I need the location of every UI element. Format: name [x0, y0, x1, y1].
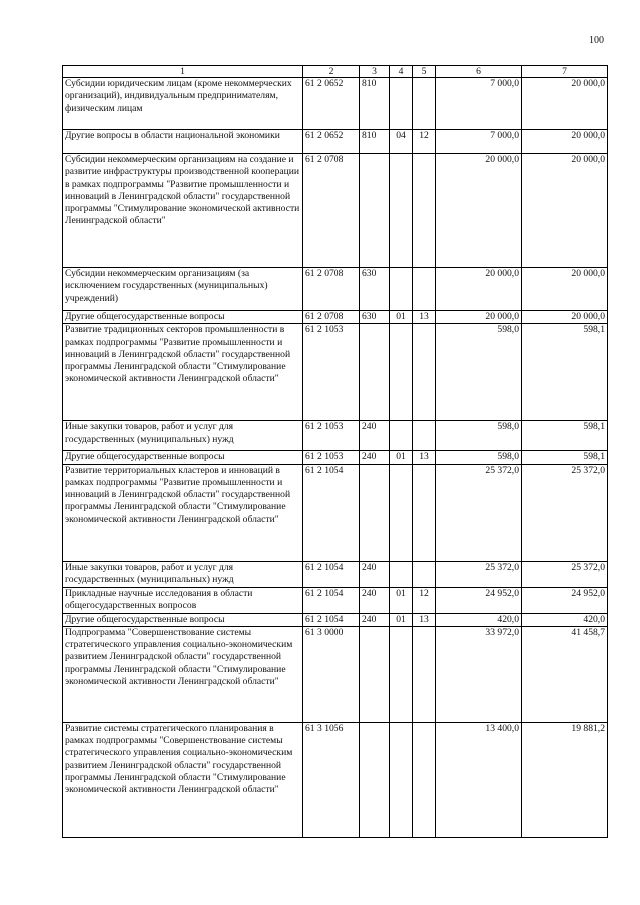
table-row: [63, 722, 608, 837]
cell-pr: [413, 154, 436, 268]
cell-name: Другие общегосударственные вопросы: [63, 613, 303, 626]
table-row: [63, 451, 608, 464]
cell-name: Развитие традиционных секторов промышленности в рамках подпрограммы "Развитие промышленности и инноваций в Ленинградской области" государственной программы Ленинградской области "Стимулирование экономической активности Ленинградской области": [63, 324, 303, 421]
page-number: 100: [589, 35, 604, 46]
cell-pr: [413, 324, 436, 421]
cell-rz: 01: [390, 451, 413, 464]
cell-year1: 13 400,0: [436, 722, 522, 837]
cell-code: 61 2 1054: [303, 464, 360, 561]
cell-pr: [413, 421, 436, 451]
col-header-name: 1: [63, 66, 303, 78]
table-row: [63, 78, 608, 130]
cell-code: 61 3 1056: [303, 722, 360, 837]
cell-rz: [390, 561, 413, 587]
cell-code: 61 2 1054: [303, 613, 360, 626]
cell-vr: 810: [360, 78, 390, 130]
cell-name: Субсидии некоммерческим организациям (за исключением государственных (муниципальных) учреждений): [63, 268, 303, 311]
table-row: [63, 154, 608, 268]
cell-pr: [413, 268, 436, 311]
cell-name: Иные закупки товаров, работ и услуг для государственных (муниципальных) нужд: [63, 561, 303, 587]
cell-rz: 01: [390, 587, 413, 613]
cell-name: Субсидии юридическим лицам (кроме некоммерческих организаций), индивидуальным предпринимателям, физическим лицам: [63, 78, 303, 130]
cell-year1: 33 972,0: [436, 626, 522, 722]
cell-pr: 13: [413, 613, 436, 626]
cell-code: 61 2 0652: [303, 130, 360, 154]
table-row: [63, 587, 608, 613]
cell-year1: 7 000,0: [436, 130, 522, 154]
cell-code: 61 2 0708: [303, 154, 360, 268]
cell-pr: [413, 561, 436, 587]
cell-year1: 598,0: [436, 324, 522, 421]
cell-pr: [413, 626, 436, 722]
cell-code: 61 2 1053: [303, 421, 360, 451]
cell-name: Иные закупки товаров, работ и услуг для государственных (муниципальных) нужд: [63, 421, 303, 451]
cell-year1: 20 000,0: [436, 311, 522, 324]
cell-year2: 20 000,0: [522, 268, 608, 311]
cell-name: Развитие системы стратегического планирования в рамках подпрограммы "Совершенствование системы стратегического управления социально-экономическим развитием Ленинградской области" государственной программы Ленинградской области "Стимулирование экономической активности Ленинградской области": [63, 722, 303, 837]
cell-code: 61 3 0000: [303, 626, 360, 722]
cell-vr: [360, 464, 390, 561]
cell-vr: 810: [360, 130, 390, 154]
cell-year1: 598,0: [436, 451, 522, 464]
cell-rz: [390, 154, 413, 268]
table-row: [63, 626, 608, 722]
cell-vr: 630: [360, 268, 390, 311]
table-row: [63, 464, 608, 561]
cell-code: 61 2 1053: [303, 324, 360, 421]
cell-year1: 420,0: [436, 613, 522, 626]
cell-code: 61 2 1053: [303, 451, 360, 464]
col-header-year2: 7: [522, 66, 608, 78]
cell-name: Другие общегосударственные вопросы: [63, 451, 303, 464]
cell-rz: [390, 722, 413, 837]
cell-year2: 420,0: [522, 613, 608, 626]
cell-rz: [390, 626, 413, 722]
cell-year1: 25 372,0: [436, 464, 522, 561]
cell-pr: 12: [413, 130, 436, 154]
cell-year1: 25 372,0: [436, 561, 522, 587]
cell-vr: 240: [360, 587, 390, 613]
cell-vr: [360, 722, 390, 837]
cell-vr: 240: [360, 451, 390, 464]
cell-year2: 25 372,0: [522, 561, 608, 587]
cell-vr: 240: [360, 613, 390, 626]
cell-vr: [360, 154, 390, 268]
cell-year2: 41 458,7: [522, 626, 608, 722]
cell-year1: 598,0: [436, 421, 522, 451]
cell-year2: 19 881,2: [522, 722, 608, 837]
table-row: [63, 268, 608, 311]
cell-year2: 20 000,0: [522, 78, 608, 130]
table-row: [63, 130, 608, 154]
table-row: [63, 613, 608, 626]
cell-rz: 04: [390, 130, 413, 154]
col-header-year1: 6: [436, 66, 522, 78]
cell-pr: [413, 722, 436, 837]
table-row: [63, 324, 608, 421]
cell-vr: [360, 626, 390, 722]
cell-year1: 20 000,0: [436, 268, 522, 311]
cell-name: Развитие территориальных кластеров и инноваций в рамках подпрограммы "Развитие промышленности и инноваций в Ленинградской области" государственной программы Ленинградской области "Стимулирование экономической активности Ленинградской области": [63, 464, 303, 561]
cell-code: 61 2 1054: [303, 587, 360, 613]
col-header-vr: 3: [360, 66, 390, 78]
cell-rz: 01: [390, 311, 413, 324]
table-row: [63, 561, 608, 587]
cell-code: 61 2 0652: [303, 78, 360, 130]
cell-name: Субсидии некоммерческим организациям на создание и развитие инфраструктуры производственной кооперации в рамках подпрограммы "Развитие промышленности и инноваций в Ленинградской области" государственной программы "Стимулирование экономической активности Ленинградской области": [63, 154, 303, 268]
cell-vr: 240: [360, 561, 390, 587]
cell-year2: 24 952,0: [522, 587, 608, 613]
cell-year2: 598,1: [522, 324, 608, 421]
cell-name: Подпрограмма "Совершенствование системы стратегического управления социально-экономическим развитием Ленинградской области" государственной программы Ленинградской области "Стимулирование экономической активности Ленинградской области": [63, 626, 303, 722]
cell-code: 61 2 0708: [303, 311, 360, 324]
cell-year2: 25 372,0: [522, 464, 608, 561]
cell-rz: [390, 421, 413, 451]
cell-vr: [360, 324, 390, 421]
col-header-rz: 4: [390, 66, 413, 78]
header-row: [63, 66, 608, 78]
cell-name: Другие вопросы в области национальной экономики: [63, 130, 303, 154]
cell-name: Другие общегосударственные вопросы: [63, 311, 303, 324]
cell-pr: [413, 78, 436, 130]
cell-pr: 13: [413, 451, 436, 464]
cell-rz: [390, 464, 413, 561]
cell-year2: 598,1: [522, 451, 608, 464]
col-header-pr: 5: [413, 66, 436, 78]
table-row: [63, 421, 608, 451]
cell-rz: [390, 324, 413, 421]
cell-code: 61 2 0708: [303, 268, 360, 311]
cell-rz: [390, 268, 413, 311]
cell-vr: 240: [360, 421, 390, 451]
cell-year2: 20 000,0: [522, 311, 608, 324]
cell-code: 61 2 1054: [303, 561, 360, 587]
budget-table: [62, 65, 608, 838]
cell-pr: [413, 464, 436, 561]
cell-pr: 12: [413, 587, 436, 613]
cell-rz: 01: [390, 613, 413, 626]
cell-year2: 20 000,0: [522, 130, 608, 154]
cell-year1: 20 000,0: [436, 154, 522, 268]
cell-name: Прикладные научные исследования в области общегосударственных вопросов: [63, 587, 303, 613]
col-header-code: 2: [303, 66, 360, 78]
cell-vr: 630: [360, 311, 390, 324]
cell-year1: 24 952,0: [436, 587, 522, 613]
cell-year1: 7 000,0: [436, 78, 522, 130]
cell-year2: 598,1: [522, 421, 608, 451]
table-row: [63, 311, 608, 324]
cell-pr: 13: [413, 311, 436, 324]
cell-year2: 20 000,0: [522, 154, 608, 268]
cell-rz: [390, 78, 413, 130]
